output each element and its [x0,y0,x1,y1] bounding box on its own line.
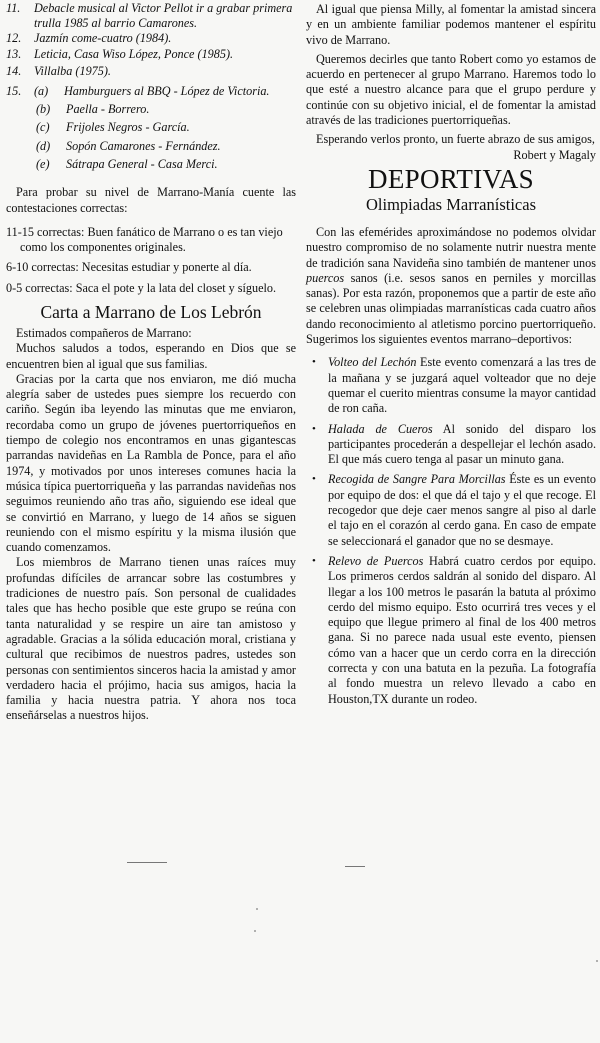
sub-answer-label: (d) [36,138,51,153]
bullet-icon: • [312,554,316,567]
bullet-icon: • [312,422,316,435]
score-item: 11-15 correctas: Buen fanático de Marrano o es tan viejo como los componentes originales. [6,224,283,255]
event-item [306,355,596,416]
sub-answer-text: Hamburguers al BBQ - López de Victoria. [64,84,270,99]
scan-mark [127,862,167,863]
letter-paragraph: Muchos saludos a todos, esperando en Dios que se encuentren bien al igual que sus familias. [6,341,296,371]
sub-answer-label: (c) [36,120,50,135]
event-item [306,554,596,707]
event-text: Habrá cuatro cerdos por equipo. Los primeros cerdos saldrán al sonido del disparo. Al llegar a los 100 metros le pasarán la batuta al próximo cerdo del mismo equipo. Esto ocurrirá tres veces y el equipo que llegue primero al final de los 400 metros gana. Si no parece nada usual este evento, piensen cómo van a hacer que un cerdo corra en la dirección correcta y con una batuta en la pezuña. La fotografía al fondo muestra un relevo llevado a cabo en Houston,TX durante un rodeo. [328,553,596,706]
sub-answer [6,137,296,155]
sub-answer-text: Sátrapa General - Casa Merci. [66,156,218,171]
score-list [6,225,296,296]
answer-number: 13. [6,46,22,61]
answer-number: 14. [6,63,22,78]
letter-signature: Robert y Magaly [513,147,596,162]
intro-text: sanos (i.e. sesos sanos en perniles y morcillas sanas). Por esta razón, proponemos que a partir de este año se celebren unas olimpiadas marranísticas cada cuatro años dando reconocimiento al atletismo porcino puertorriqueño. Sugerimos los siguientes eventos marrano–deportivos: [306,270,596,347]
sports-title: DEPORTIVAS [368,163,534,194]
intro-text: Con las efemérides aproximándose no podemos olvidar nuestro compromiso de no solamente nutrir nuestra mente de tradición sana Navideña sino también de mantener unos [306,224,596,270]
event-item [306,422,596,468]
scan-mark [345,866,365,867]
event-name: Relevo de Puercos [328,553,424,568]
letter-paragraph: Al igual que piensa Milly, al fomentar la amistad sincera y en un ambiente familiar podemos mantener el espíritu vivo de Marrano. [306,2,596,47]
sub-answer-label: (e) [36,156,50,171]
bullet-icon: • [312,473,316,486]
right-column [306,0,596,707]
bullet-icon: • [312,356,316,369]
event-text: Éste es un evento por equipo de dos: el que dá el tajo y el que recoge. El recogedor que deje caer menos sangre al piso al darle el tajo en el corazón al cerdo gana. En caso de empate se seleccionará el ganador que no se desmaye. [328,472,597,548]
scan-speck [596,960,598,962]
sub-answer [6,155,296,173]
answer-number: 11. [6,1,21,15]
scan-speck [256,908,258,910]
answer-item [6,31,296,46]
letter-title: Carta a Marrano de Los Lebrón [40,301,262,322]
sub-answer-text: Frijoles Negros - García. [66,120,190,135]
event-name: Volteo del Lechón [328,355,417,370]
left-column [6,0,296,724]
letter-greeting: Estimados compañeros de Marrano: [16,325,192,340]
event-name: Halada de Cueros [328,421,433,436]
answer-text: Jazmín come-cuatro (1984). [34,31,172,46]
letter-paragraph: Queremos decirles que tanto Robert como yo estamos de acuerdo en pertenecer al grupo Marrano. Haremos todo lo que esté a nuestro alcance para que el grupo perdure y continúe con su objetivo inicial, el de fomentar la amistad através de las tradiciones puertorriqueñas. [306,51,596,128]
sub-answer-text: Paella - Borrero. [66,102,150,117]
answer-text: Villalba (1975). [34,63,111,78]
letter-paragraph: Los miembros de Marrano tienen unas raíces muy profundas difíciles de arrancar sobre las costumbres y tradiciones de nuestro país. Son personal de cualidades tales que has hecho posible que este grupo se reúna con tanta naturalidad y se respire un aire tan amistoso y agradable. Gracias a la sólida educación moral, cristiana y cultural que recibimos de nuestros padres, ustedes son personas con sentimientos sinceros hacia la amistad y amor verdadero hacia el prójimo, hacia sus amigos, hacia la familia y hacia nuestra patria. Y ahora nos toca enseñárselas a nuestros hijos. [6,555,296,723]
answer-item [6,1,296,31]
answer-item [6,64,296,79]
event-name: Recogida de Sangre Para Morcillas [328,472,506,487]
answers-list [6,1,296,173]
event-text: Al sonido del disparo los participantes procederán a despellejar el lechón asado. El que más cuero tenga al pasar un minuto gana. [328,421,596,467]
score-item: 6-10 correctas: Necesitas estudiar y ponerte al día. [6,260,252,275]
sub-answer [6,118,296,136]
sports-intro [306,225,596,347]
answer-item-15 [6,82,296,100]
letter-paragraph: Gracias por la carta que nos enviaron, me dió mucha alegría saber de ustedes pues siempre los recuerdo con cariño. Según iba leyendo las minutas que me enviaron, recordaba como un grupo de jóvenes puertorriqueños en tiempo de colegio nos encontramos en unas gigantescas parrandas navideñas en La Rambla de Ponce, para el año 1974, y motivados por unos intereses comunes hacia la música típica puertorriqueña y las parrandas navideñas nos seguimos reuniendo año tras año, siguiendo ese ideal que se convirtió en Marrano, y luego de 14 años se siguen reuniendo con el mismo espíritu y la misma ilusión que cuando comenzamos. [6,371,296,555]
event-item [306,472,596,548]
scan-speck [254,930,256,932]
answer-number: 15. [6,84,22,99]
sub-answer-label: (a) [34,84,49,99]
sports-subtitle: Olimpiadas Marranísticas [366,194,536,214]
event-text: Este evento comenzará a las tres de la mañana y se juzgará aquel volteador que no deje quemar el cuerito mientras consume la mayor cantidad de ron caña. [328,355,596,416]
answer-text: Debacle musical al Victor Pellot ir a grabar primera trulla 1985 al barrio Camarones. [34,1,293,31]
score-item: 0-5 correctas: Saca el pote y la lata del closet y síguelo. [6,280,277,295]
sub-answer-text: Sopón Camarones - Fernández. [66,138,221,153]
intro-emphasis: puercos [306,270,345,285]
answer-text: Leticia, Casa Wiso López, Ponce (1985). [34,46,234,61]
sub-answer [6,100,296,118]
score-intro: Para probar su nivel de Marrano-Manía cuente las contestaciones correctas: [6,185,296,215]
answer-number: 12. [6,31,22,46]
letter-paragraph: Esperando verlos pronto, un fuerte abrazo de sus amigos, [316,132,595,147]
sub-answer-label: (b) [36,102,51,117]
events-list [306,355,596,707]
answer-item [6,47,296,62]
